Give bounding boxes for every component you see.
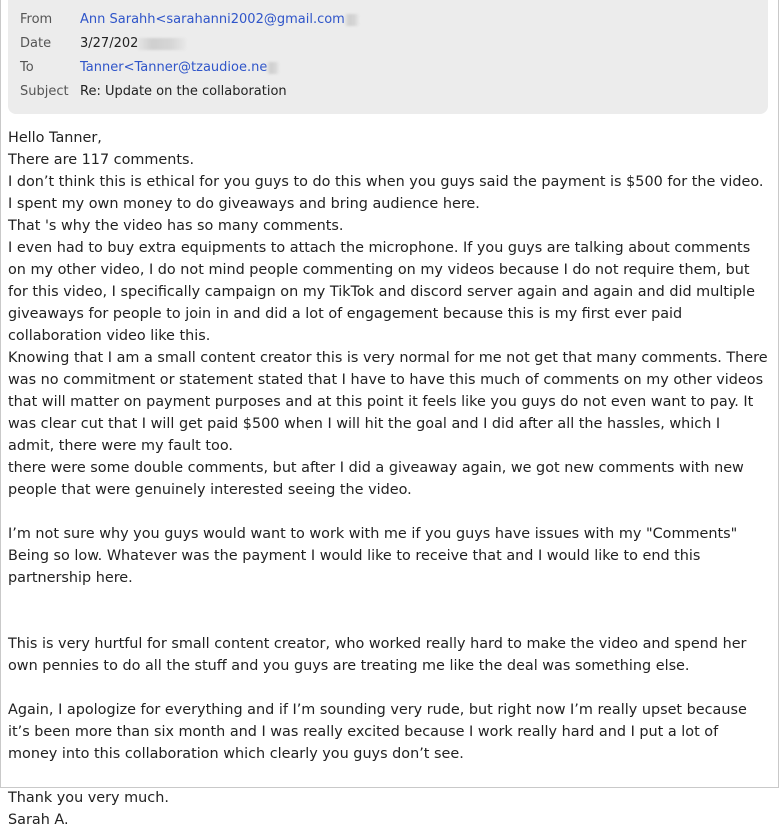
- email-header: [8, 0, 768, 114]
- greeting: Hello Tanner,: [8, 130, 102, 146]
- subject-value: Re: Update on the collaboration: [80, 84, 287, 99]
- signature: Sarah A.: [8, 812, 69, 828]
- subject-row: [8, 80, 768, 104]
- body-paragraph: Again, I apologize for everything and if I’m sounding very rude, but right now I’m really upset because it’s been more than six month and I was really excited because I work really hard and I put a lot of money into this collaboration which clearly you guys don’t see.: [8, 702, 747, 762]
- spacer: [8, 677, 770, 699]
- body-line: That 's why the video has so many comments.: [8, 218, 344, 234]
- spacer: [8, 501, 770, 523]
- from-label: From: [20, 12, 53, 27]
- body-paragraph: Knowing that I am a small content creator this is very normal for me not get that many comments. There was no commitment or statement stated that I have to have this much of comments on my other videos that will matter on payment purposes and at this point it feels like you guys do not even want to pay. It was clear cut that I will get paid $500 when I will hit the goal and I did after all the hassles, which I admit, there were my fault too.: [8, 350, 768, 454]
- date-value: 3/27/202: [80, 36, 139, 51]
- date-value-wrap: [80, 32, 186, 56]
- body-line: There are 117 comments.: [8, 152, 195, 168]
- body-paragraph: I even had to buy extra equipments to attach the microphone. If you guys are talking about comments on my other video, I do not mind people commenting on my videos because I do not require them, but for this video, I specifically campaign on my TikTok and discord server again and again and did multiple giveaways for people to join in and did a lot of engagement because this is my first ever paid collaboration video like this.: [8, 240, 755, 344]
- date-row: [8, 32, 768, 56]
- to-row: [8, 56, 768, 80]
- body-paragraph: I don’t think this is ethical for you guys to do this when you guys said the payment is $500 for the video. I spent my own money to do giveaways and bring audience here.: [8, 174, 764, 212]
- closing: Thank you very much.: [8, 790, 169, 806]
- email-body: [8, 127, 770, 831]
- body-paragraph: I’m not sure why you guys would want to work with me if you guys have issues with my "Comments" Being so low. Whatever was the payment I would like to receive that and I would like to end this partnership here.: [8, 526, 738, 586]
- redaction-blur: [138, 38, 186, 50]
- date-label: Date: [20, 36, 52, 51]
- to-label: To: [20, 60, 34, 75]
- from-row: [8, 8, 768, 32]
- redaction-blur: [345, 14, 359, 26]
- from-value-wrap: [80, 8, 359, 32]
- spacer: [8, 765, 770, 787]
- spacer: [8, 589, 770, 633]
- body-paragraph: there were some double comments, but after I did a giveaway again, we got new comments with new people that were genuinely interested seeing the video.: [8, 460, 744, 498]
- from-address-link[interactable]: Ann Sarahh<sarahanni2002@gmail.com: [80, 12, 345, 27]
- to-address-link[interactable]: Tanner<Tanner@tzaudioe.ne: [80, 60, 268, 75]
- body-paragraph: This is very hurtful for small content creator, who worked really hard to make the video and spend her own pennies to do all the stuff and you guys are treating me like the deal was something else.: [8, 636, 747, 674]
- subject-label: Subject: [20, 84, 69, 99]
- redaction-blur: [267, 62, 279, 74]
- to-value-wrap: [80, 56, 279, 80]
